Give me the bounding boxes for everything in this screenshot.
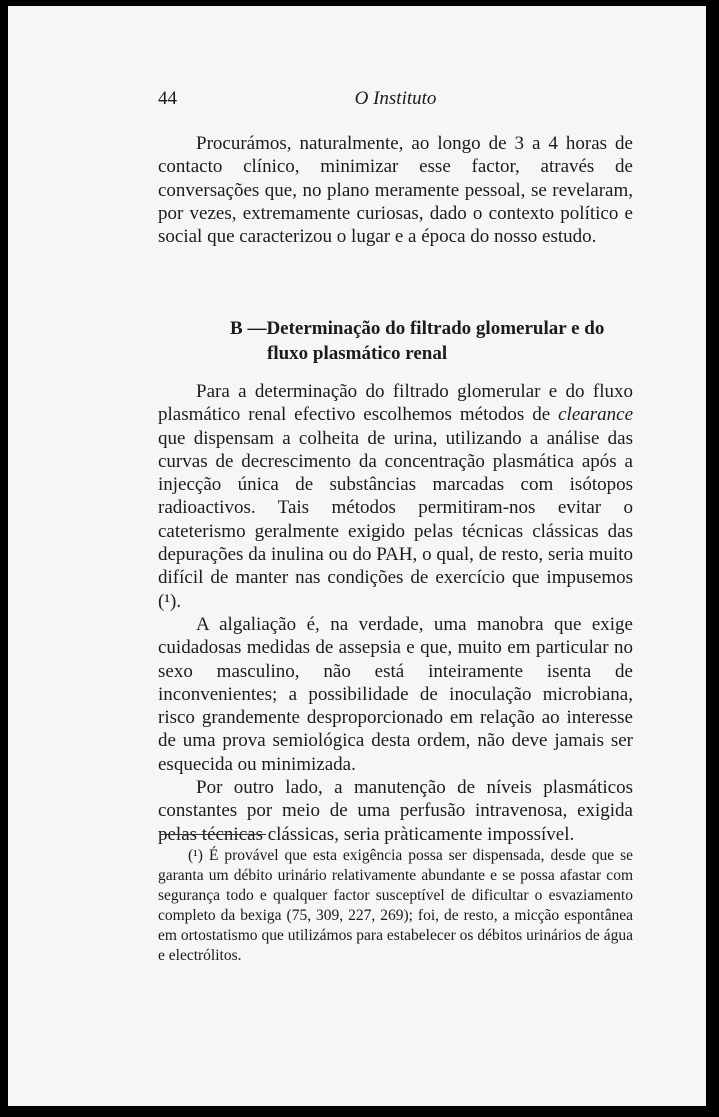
footnote	[158, 846, 633, 966]
intro-paragraph-block	[158, 132, 633, 248]
footnote-marker: (¹)	[188, 847, 203, 864]
algaliacao-paragraph: A algaliação é, na verdade, uma manobra que exige cuidadosas medidas de assepsia e que, muito em particular no sexo masculino, não está inteiramente isenta de inconvenientes; a possibilidade de inoculação microbiana, risco grandemente desproporcionado em relação ao interesse de uma prova semiológica desta ordem, não deve jamais ser esquecida ou minimizada.	[158, 613, 633, 775]
page-number: 44	[158, 88, 177, 109]
footnote-reference: (¹).	[158, 590, 182, 612]
running-title: O Instituto	[354, 88, 437, 109]
methods-text-part2: que dispensam a colheita de urina, utilizando a análise das curvas de decrescimento da concentração plasmática após a injecção única de substâncias marcadas com isótopos radioactivos. Tais métodos permitiram-nos evitar o cateterismo geralmente exigido pelas técnicas clássicas das depurações da inulina ou do PAH, o qual, de resto, seria muito difícil de manter nas condições de exercício que impusemos	[158, 427, 633, 589]
methods-text-part1: Para a determinação do filtrado glomerular e do fluxo plasmático renal efectivo escolhemos métodos de	[158, 381, 633, 426]
section-label: B	[230, 318, 243, 339]
section-title-line1: Determinação do filtrado glomerular e do	[266, 318, 605, 339]
intro-paragraph: Procurámos, naturalmente, ao longo de 3 a 4 horas de contacto clínico, minimizar esse factor, através de conversações que, no plano meramente pessoal, se revelaram, por vezes, extremamente curiosas, dado o contexto político e social que caracterizou o lugar e a época do nosso estudo.	[158, 133, 633, 248]
footnote-divider	[160, 834, 266, 835]
scanned-page	[8, 6, 706, 1106]
footnote-text: É provável que esta exigência possa ser dispensada, desde que se garanta um débito urinário relativamente abundante e se possa afastar com segurança todo e qualquer factor susceptível de dificultar o esvaziamento completo da bexiga (75, 309, 227, 269); foi, de resto, a micção espontânea em ortostatismo que utilizámos para estabelecer os débitos urinários de água e electrólitos.	[158, 847, 633, 964]
section-dash: —	[247, 318, 267, 339]
methods-term-clearance: clearance	[558, 404, 634, 426]
section-title-line2: fluxo plasmático renal	[267, 343, 448, 364]
section-body	[158, 380, 633, 846]
methods-paragraph	[158, 380, 633, 613]
section-heading	[230, 316, 630, 366]
perfusao-paragraph: Por outro lado, a manutenção de níveis plasmáticos constantes por meio de uma perfusão intravenosa, exigida pelas técnicas clássicas, seria pràticamente impossível.	[158, 777, 633, 845]
